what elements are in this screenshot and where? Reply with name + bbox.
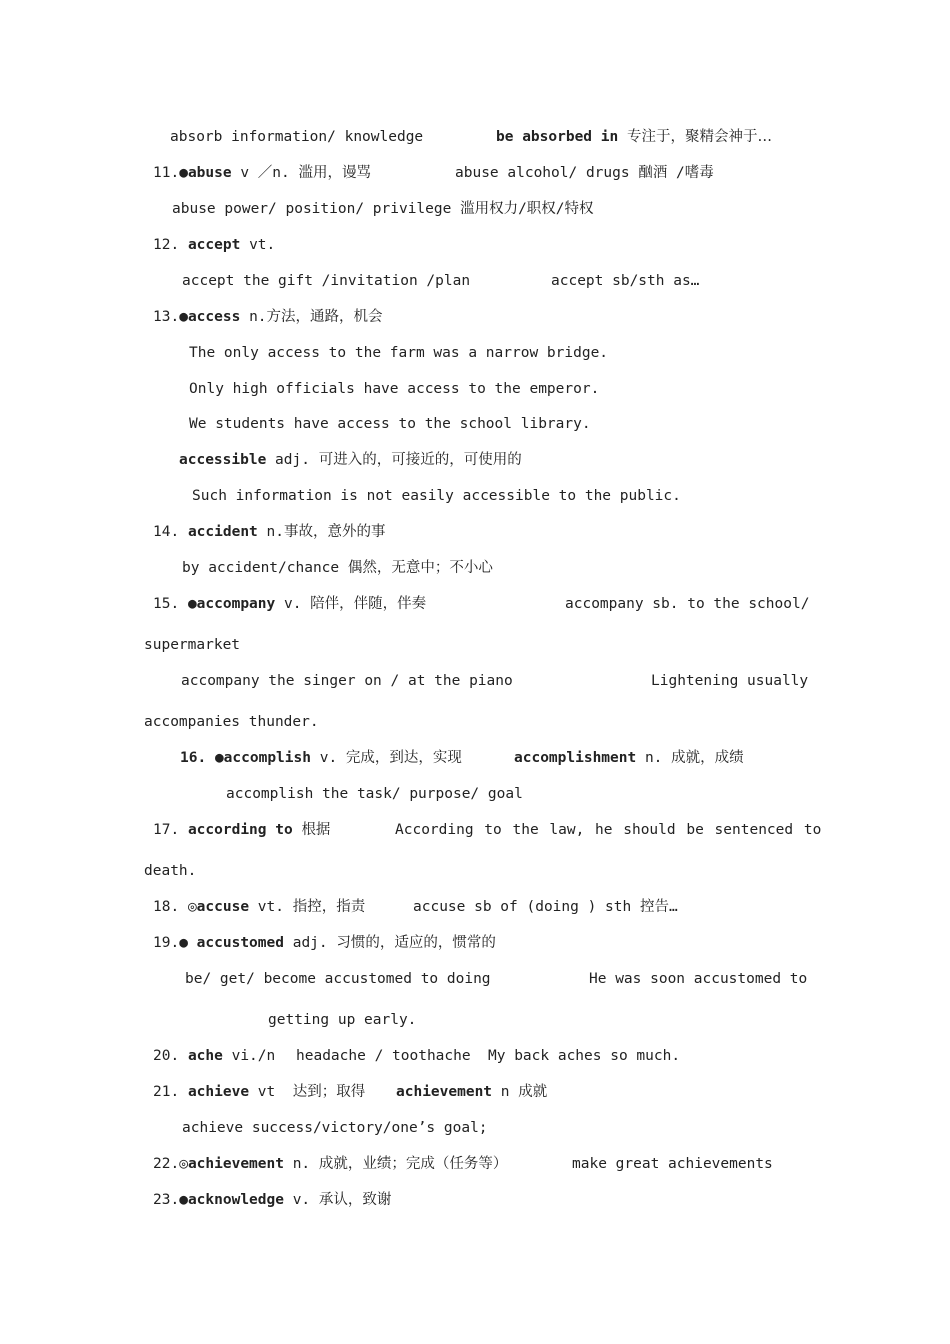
example-text: He was soon accustomed to [589, 971, 808, 987]
entry-line [496, 127, 772, 147]
headword: ache [187, 1048, 223, 1064]
example-text: abuse alcohol/ drugs 酗酒 /嗜毒 [455, 165, 714, 181]
bullet-icon: ● [187, 596, 197, 612]
entry-achievement-2 [153, 1154, 507, 1174]
example-line [185, 969, 491, 989]
part-of-speech: adj. 习惯的，适应的，惯常的 [292, 935, 496, 951]
example-text: headache / toothache [296, 1048, 471, 1064]
entry-accuse [153, 897, 365, 917]
example-line [589, 969, 807, 989]
example-line [189, 379, 599, 399]
example-text: by accident/chance 偶然，无意中；不小心 [182, 560, 493, 576]
entry-accompany [153, 594, 426, 614]
example-line [268, 1010, 416, 1030]
entry-accomplishment [514, 748, 744, 768]
part-of-speech: vt. [249, 237, 276, 253]
example-line [182, 558, 493, 578]
example-text: achieve success/victory/one’s goal; [182, 1120, 488, 1136]
entry-acknowledge [153, 1190, 391, 1210]
entry-according-to [153, 820, 330, 840]
part-of-speech: 根据 [301, 822, 331, 838]
part-of-speech: n 成就 [500, 1084, 548, 1100]
example-text: Only high officials have access to the emperor. [189, 381, 600, 397]
part-of-speech: v. 承认，致谢 [292, 1192, 392, 1208]
entry-number: 11. [153, 165, 180, 181]
entry-line [170, 127, 423, 147]
bullet-icon: ● [179, 165, 188, 181]
headword: accompany [196, 596, 276, 612]
example-text: accompany the singer on / at the piano [181, 673, 513, 689]
headword: access [187, 309, 241, 325]
part-of-speech: n. 成就，业绩；完成（任务等） [292, 1156, 508, 1172]
example-line [189, 343, 608, 363]
part-of-speech: n.事故，意外的事 [266, 524, 386, 540]
example-text: absorb information/ knowledge [170, 129, 424, 145]
headword: achievement [396, 1084, 493, 1100]
example-line [565, 594, 809, 614]
headword: accident [187, 524, 258, 540]
example-line [181, 671, 513, 691]
example-line [192, 486, 681, 506]
meaning: 专注于，聚精会神于… [626, 129, 772, 145]
headword: accomplish [223, 750, 311, 766]
example-line [144, 861, 196, 881]
headword: accuse [196, 899, 250, 915]
example-text: We students have access to the school library. [189, 416, 591, 432]
bullet-icon: ◎ [187, 899, 197, 915]
example-line [144, 712, 319, 732]
entry-accustomed [153, 933, 496, 953]
part-of-speech: vt. 指控，指责 [257, 899, 366, 915]
headword: according to [187, 822, 293, 838]
entry-number: 14. [153, 524, 180, 540]
entry-number: 19. [153, 935, 180, 951]
part-of-speech: v ／n. 滥用，谩骂 [240, 165, 371, 181]
part-of-speech: adj. 可进入的，可接近的，可使用的 [275, 452, 522, 468]
example-text: My back aches so much. [488, 1048, 681, 1064]
headword: achievement [187, 1156, 284, 1172]
entry-number: 13. [153, 309, 180, 325]
headword: accept [187, 237, 241, 253]
example-line [455, 163, 714, 183]
entry-number: 21. [153, 1084, 180, 1100]
example-text: accomplish the task/ purpose/ goal [226, 786, 523, 802]
example-text: accept sb/sth as… [551, 273, 700, 289]
entry-number: 17. [153, 822, 180, 838]
example-line [651, 671, 808, 691]
example-line [182, 271, 470, 291]
bullet-icon: ● [179, 935, 188, 951]
entry-number: 16. [180, 750, 207, 766]
example-line [488, 1046, 680, 1066]
example-text: accept the gift /invitation /plan [182, 273, 471, 289]
part-of-speech: v. 陪伴，伴随，伴奏 [283, 596, 427, 612]
headword: accustomed [196, 935, 284, 951]
entry-abuse [153, 163, 371, 183]
entry-achievement [396, 1082, 547, 1102]
part-of-speech: n. 成就，成绩 [644, 750, 744, 766]
example-line [572, 1154, 773, 1174]
example-line [413, 897, 678, 917]
headword: accessible [179, 452, 267, 468]
entry-number: 20. [153, 1048, 180, 1064]
entry-number: 18. [153, 899, 180, 915]
example-text: accompany sb. to the school/ [565, 596, 810, 612]
entry-achieve [153, 1082, 365, 1102]
example-line [551, 271, 699, 291]
example-line [395, 820, 821, 840]
part-of-speech: v. 完成，到达，实现 [319, 750, 462, 766]
example-text: make great achievements [572, 1156, 773, 1172]
example-line [144, 635, 240, 655]
example-text: The only access to the farm was a narrow bridge. [189, 345, 609, 361]
example-line [189, 414, 591, 434]
headword: accomplishment [514, 750, 637, 766]
headword: acknowledge [187, 1192, 284, 1208]
example-line [172, 199, 594, 219]
example-text: be/ get/ become accustomed to doing [185, 971, 491, 987]
entry-number: 12. [153, 237, 180, 253]
example-text: supermarket [144, 637, 241, 653]
part-of-speech: vt 达到；取得 [257, 1084, 366, 1100]
bullet-icon: ◎ [179, 1156, 188, 1172]
entry-number: 23. [153, 1192, 180, 1208]
bullet-icon: ● [179, 309, 188, 325]
example-line [296, 1046, 471, 1066]
example-text: death. [144, 863, 197, 879]
entry-accomplish [180, 748, 462, 768]
entry-access [153, 307, 383, 327]
entry-accept [153, 235, 275, 255]
bullet-icon: ● [179, 1192, 188, 1208]
part-of-speech: vi./n [231, 1048, 276, 1064]
headword: abuse [187, 165, 232, 181]
phrase: be absorbed in [496, 129, 619, 145]
entry-accident [153, 522, 385, 542]
example-text: abuse power/ position/ privilege 滥用权力/职权/特权 [172, 201, 594, 217]
entry-number: 15. [153, 596, 180, 612]
bullet-icon: ● [214, 750, 224, 766]
example-line [226, 784, 523, 804]
part-of-speech: n.方法，通路，机会 [249, 309, 383, 325]
example-text: accuse sb of (doing ) sth 控告… [413, 899, 678, 915]
example-text: accompanies thunder. [144, 714, 319, 730]
example-text: getting up early. [268, 1012, 417, 1028]
entry-accessible [179, 450, 522, 470]
entry-ache [153, 1046, 275, 1066]
example-text: Such information is not easily accessible to the public. [192, 488, 681, 504]
example-text: According to the law, he should be sentenced to [395, 822, 822, 838]
example-text: Lightening usually [651, 673, 809, 689]
example-line [182, 1118, 488, 1138]
headword: achieve [187, 1084, 250, 1100]
entry-number: 22. [153, 1156, 180, 1172]
